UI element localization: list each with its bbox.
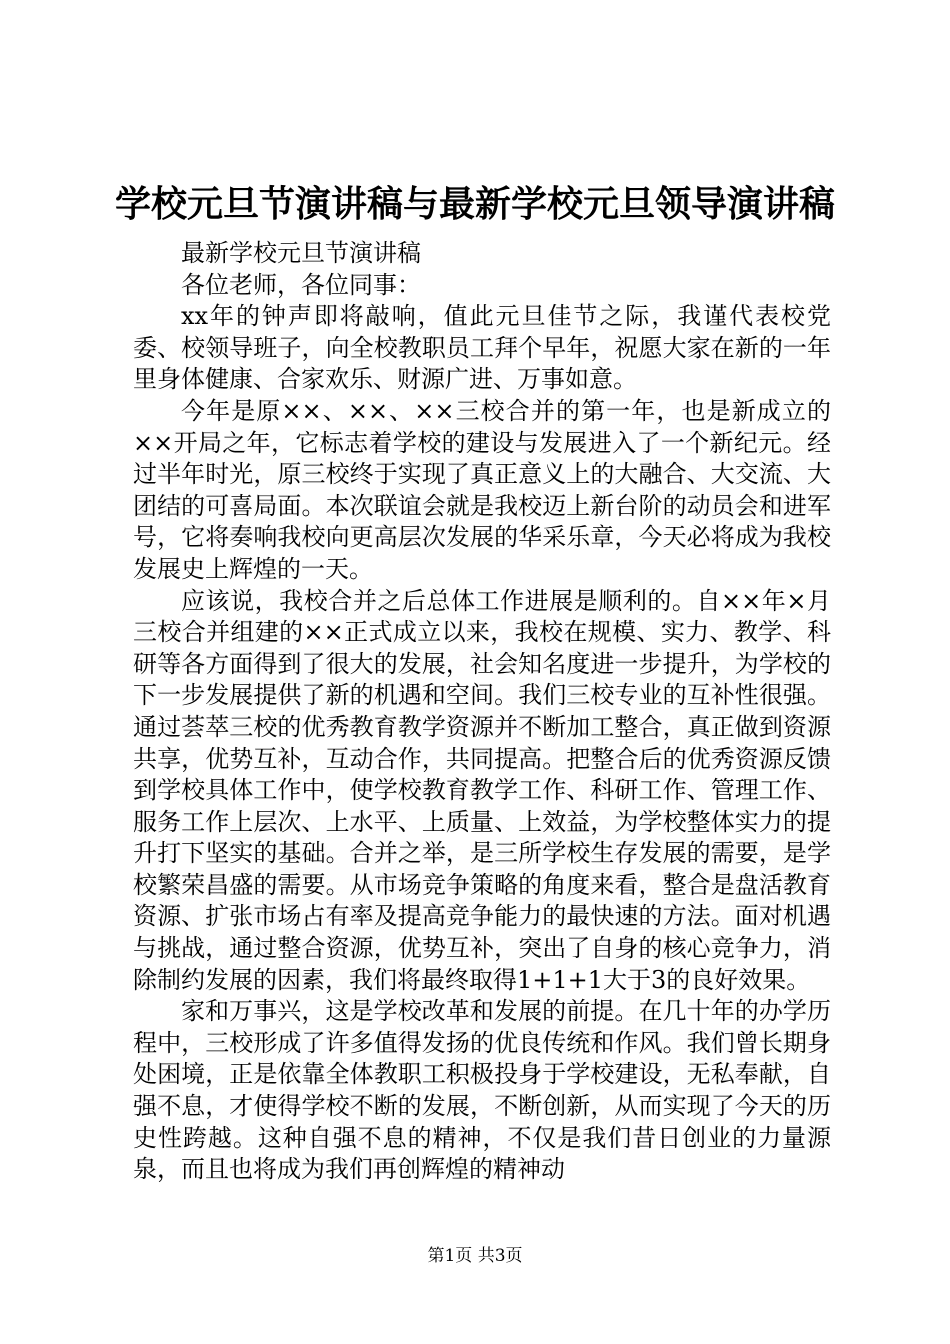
salutation-paragraph: 各位老师，各位同事： [181, 270, 421, 299]
body-paragraph: xx年的钟声即将敲响，值此元旦佳节之际，我谨代表校党委、校领导班子，向全校教职员工拜个早年，祝愿大家在新的一年里身体健康、合家欢乐、财源广进、万事如意。 [133, 302, 831, 394]
document-body [133, 238, 831, 1186]
document-title: 学校元旦节演讲稿与最新学校元旦领导演讲稿 [114, 183, 835, 225]
page-number-footer: 第1页 共3页 [427, 1246, 523, 1266]
body-paragraph: 今年是原××、××、××三校合并的第一年，也是新成立的××开局之年，它标志着学校的建设与发展进入了一个新纪元。经过半年时光，原三校终于实现了真正意义上的大融合、大交流、大团结的可喜局面。本次联谊会就是我校迈上新台阶的动员会和进军号，它将奏响我校向更高层次发展的华采乐章，今天必将成为我校发展史上辉煌的一天。 [133, 396, 831, 583]
body-paragraph: 应该说，我校合并之后总体工作进展是顺利的。自××年×月三校合并组建的××正式成立以来，我校在规模、实力、教学、科研等各方面得到了很大的发展，社会知名度进一步提升，为学校的下一步发展提供了新的机遇和空间。我们三校专业的互补性很强。通过荟萃三校的优秀教育教学资源并不断加工整合，真正做到资源共享，优势互补，互动合作，共同提高。把整合后的优秀资源反馈到学校具体工作中，使学校教育教学工作、科研工作、管理工作、服务工作上层次、上水平、上质量、上效益，为学校整体实力的提升打下坚实的基础。合并之举，是三所学校生存发展的需要，是学校繁荣昌盛的需要。从市场竞争策略的角度来看，整合是盘活教育资源、扩张市场占有率及提高竞争能力的最快速的方法。面对机遇与挑战，通过整合资源，优势互补，突出了自身的核心竞争力，消除制约发展的因素，我们将最终取得1+1+1大于3的良好效果。 [133, 586, 831, 994]
body-paragraph: 家和万事兴，这是学校改革和发展的前提。在几十年的办学历程中，三校形成了许多值得发扬的优良传统和作风。我们曾长期身处困境，正是依靠全体教职工积极投身于学校建设，无私奉献，自强不息，才使得学校不断的发展，不断创新，从而实现了今天的历史性跨越。这种自强不息的精神，不仅是我们昔日创业的力量源泉，而且也将成为我们再创辉煌的精神动 [133, 997, 831, 1184]
subtitle-paragraph: 最新学校元旦节演讲稿 [181, 239, 421, 267]
